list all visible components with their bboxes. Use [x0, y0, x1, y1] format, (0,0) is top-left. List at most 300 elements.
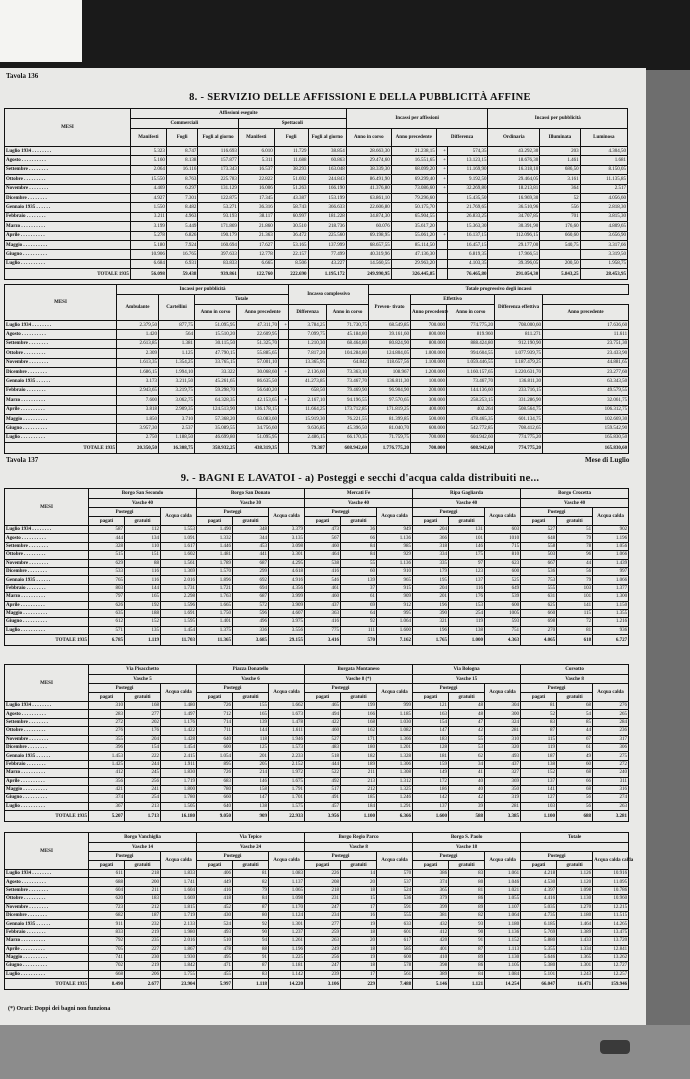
table-cell: 1.100.000 — [411, 358, 447, 367]
table-cell: 16.969,30 — [488, 193, 540, 202]
table-cell: 319 — [485, 794, 521, 802]
table-cell: 211 — [341, 769, 377, 777]
table-cell: 60.863 — [308, 156, 346, 165]
total-cell: 700.000 — [411, 443, 447, 454]
table-cell: 92 — [341, 618, 377, 626]
table-row — [5, 878, 629, 886]
month-label: Marzo . . . . . . . . . . — [5, 222, 131, 231]
table-cell: 336 — [233, 626, 269, 634]
table-cell: 218 — [125, 870, 161, 878]
table-cell: 14 — [341, 870, 377, 878]
col-anno-corso: Anno in corso — [447, 305, 495, 321]
table-cell: 1.994,10 — [159, 367, 195, 376]
table-cell: 200,50 — [540, 259, 580, 268]
table-cell: 16 — [341, 911, 377, 919]
table-cell: 1.334 — [557, 945, 593, 953]
table-cell: 45.396,50 — [327, 424, 369, 433]
table-cell: 2.136,60 — [289, 367, 327, 376]
table-cell: 69 — [341, 601, 377, 609]
table-cell: 17 — [341, 903, 377, 911]
col-acqua-calda: Acqua calda — [161, 684, 197, 702]
total-cell: 16.471 — [557, 979, 593, 990]
table-cell: 1.617 — [161, 542, 197, 550]
table-cell: 8.150,05 — [580, 165, 627, 174]
col-acqua-calda: Acqua calda — [377, 852, 413, 870]
col-gratuiti: gratuiti — [125, 693, 161, 702]
table-row — [5, 593, 629, 601]
table-cell: 1.830 — [161, 769, 197, 777]
table-cell: + — [436, 175, 447, 184]
table-cell: 86 — [449, 895, 485, 903]
location-name: Mercati Fe — [305, 489, 413, 499]
total-cell: 76.465,80 — [447, 269, 488, 280]
table-cell: 452 — [197, 903, 233, 911]
table-cell: 2.133 — [161, 920, 197, 928]
table-cell: 73.086,60 — [391, 184, 436, 193]
table-cell: 59.298,70 — [195, 386, 237, 395]
total-cell: 4.363 — [485, 635, 521, 646]
table-cell: 69.299,40 — [391, 175, 436, 184]
page-number: Tavola 136 — [6, 72, 39, 80]
scan-mark — [600, 1040, 630, 1054]
table-cell: 356 — [89, 777, 125, 785]
table-cell: 1.136 — [377, 559, 413, 567]
table-cell: 244.843 — [308, 175, 346, 184]
page-number: Tavola 137 — [6, 456, 39, 464]
table-cell: 100.000 — [411, 377, 447, 386]
table-cell: 1.602 — [161, 551, 197, 559]
table-cell: 163 — [413, 710, 449, 718]
table-cell: 233.716,15 — [495, 386, 543, 395]
table-cell: 997 — [593, 567, 629, 575]
table-cell: 995 — [377, 609, 413, 617]
table-row — [5, 970, 629, 978]
table-cell: 367 — [89, 802, 125, 810]
table-cell: 1.246 — [377, 794, 413, 802]
vasche-count: Vasche 30 — [197, 499, 305, 508]
table-cell: 106.312,75 — [543, 405, 629, 414]
table-cell: 1.833 — [161, 870, 197, 878]
table-cell: 39.161,60 — [369, 330, 411, 339]
table-cell: 42.153,65 — [237, 396, 279, 405]
table-cell: 15.435,50 — [447, 193, 488, 202]
table-cell: + — [279, 396, 289, 405]
table-cell: 235 — [125, 937, 161, 945]
table-cell: 190.179 — [198, 231, 238, 240]
table-cell: 1.312 — [377, 777, 413, 785]
table-cell: 1.815 — [161, 903, 197, 911]
table-cell: 1.125 — [159, 349, 195, 358]
table-cell: 281 — [485, 802, 521, 810]
table-cell: 158 — [233, 785, 269, 793]
month-label: Luglio . . . . . . . . . . — [5, 259, 131, 268]
table-cell: 464 — [305, 551, 341, 559]
table-cell: 63.083,60 — [237, 414, 279, 423]
table-cell: 81 — [233, 870, 269, 878]
table-cell: 79.296,60 — [391, 193, 436, 202]
table-cell: 432 — [413, 920, 449, 928]
table-cell: 34 — [449, 760, 485, 768]
table-cell: 300 — [485, 710, 521, 718]
table-cell: 600 — [377, 953, 413, 961]
table-cell: 166 — [341, 710, 377, 718]
table-cell: 660 — [197, 794, 233, 802]
table-row — [5, 743, 629, 751]
table-cell: 310 — [89, 702, 125, 710]
table-cell — [279, 405, 289, 414]
table-cell: 168 — [125, 702, 161, 710]
table-cell: 1.681 — [580, 156, 627, 165]
location-name: Borgo Vanchiglia — [89, 833, 197, 843]
table-cell: 538 — [305, 559, 341, 567]
total-row — [5, 269, 628, 280]
month-label: Gennaio 1935 . . . . . . — [5, 377, 117, 386]
table-cell: 1.553 — [161, 526, 197, 534]
table-cell: 819.960 — [447, 330, 495, 339]
col-posteggi: Posteggi — [197, 852, 269, 861]
table-cell: 1.381 — [159, 339, 195, 348]
table-cell: 3.199 — [130, 222, 166, 231]
month-label: Dicembre . . . . . . . . — [5, 567, 89, 575]
table-cell: 1.308 — [377, 769, 413, 777]
total-cell: 358.932,25 — [195, 443, 237, 454]
table-cell: 317 — [593, 735, 629, 743]
table-cell: 1.216 — [593, 618, 629, 626]
table-cell: 173.343 — [198, 165, 238, 174]
total-cell: 59.438 — [166, 269, 197, 280]
table-row — [5, 567, 629, 575]
table-cell: 51.095,95 — [195, 321, 237, 330]
table-cell: 49 — [557, 752, 593, 760]
table-row — [5, 584, 629, 592]
col-pagati: pagati — [197, 861, 233, 870]
month-label: Agosto . . . . . . . . . . — [5, 534, 89, 542]
table-cell: 116.693 — [198, 147, 238, 156]
table-cell: 8.138 — [166, 156, 197, 165]
table-row — [5, 147, 628, 156]
col-acqua-calda: Acqua calda — [377, 684, 413, 702]
table-cell: 369 — [485, 777, 521, 785]
col-gratuiti: gratuiti — [341, 861, 377, 870]
col-mesi: MESI — [5, 285, 117, 321]
table-cell: 8.482 — [166, 203, 197, 212]
table-cell: 211 — [125, 886, 161, 894]
table-cell: 629 — [89, 559, 125, 567]
table-cell: 833 — [89, 928, 125, 936]
table-cell: 495 — [197, 953, 233, 961]
month-label: Agosto . . . . . . . . . . — [5, 156, 131, 165]
table-cell: 204 — [413, 584, 449, 592]
month-label: Aprile . . . . . . . . . . — [5, 231, 131, 240]
table-cell: 79 — [557, 576, 593, 584]
table-row — [5, 534, 629, 542]
table-cell: 8.747 — [166, 147, 197, 156]
table-cell: 53 — [449, 743, 485, 751]
table-cell: 4.607 — [269, 609, 305, 617]
table-cell: 55 — [341, 559, 377, 567]
col-posteggi: Posteggi — [305, 508, 377, 517]
table-cell: 1.673 — [269, 710, 305, 718]
table-cell: 1.181 — [269, 962, 305, 970]
total-cell: 774.775,20 — [495, 443, 543, 454]
table-cell: 19 — [341, 953, 377, 961]
table-cell: 741 — [89, 953, 125, 961]
table-cell: 310 — [485, 735, 521, 743]
table-cell: 327 — [485, 769, 521, 777]
table-cell: 437 — [485, 760, 521, 768]
table-cell: 1.719 — [161, 777, 197, 785]
table-cell: 1.084 — [485, 970, 521, 978]
table-cell: 1.201 — [377, 743, 413, 751]
table-cell: 68.464,80 — [327, 339, 369, 348]
table-cell: 1.136 — [377, 534, 413, 542]
table-cell: 213 — [341, 777, 377, 785]
table-row — [5, 911, 629, 919]
group-spettacoli: Spettacoli — [238, 119, 346, 129]
table-cell: 38.854 — [308, 147, 346, 156]
col-mesi: MESI — [5, 665, 89, 702]
col-anno-precedente: Anno precedente — [391, 129, 436, 147]
table-cell: 540,75 — [540, 240, 580, 249]
table-cell: 94.196,55 — [327, 396, 369, 405]
col-posteggi: Posteggi — [305, 852, 377, 861]
table-cell: 494 — [305, 710, 341, 718]
table-cell: 1.611 — [269, 727, 305, 735]
table-row — [5, 203, 628, 212]
total-cell: 1.118 — [233, 979, 269, 990]
table-cell: 457 — [305, 802, 341, 810]
table-cell: 1.176 — [161, 718, 197, 726]
month-label: Novembre . . . . . . . . — [5, 903, 89, 911]
table-cell: 441 — [233, 551, 269, 559]
table-cell: 912.190,90 — [495, 339, 543, 348]
table-cell: 912 — [377, 601, 413, 609]
table-cell: 1.789 — [197, 559, 233, 567]
table-cell: 205 — [233, 760, 269, 768]
table-row — [5, 785, 629, 793]
table-cell: 1.225 — [269, 953, 305, 961]
col-gratuiti: gratuiti — [449, 861, 485, 870]
table-cell: 999 — [377, 702, 413, 710]
table-cell: 45.184,80 — [327, 330, 369, 339]
table-cell: 11.729 — [274, 147, 308, 156]
table-cell: 231 — [305, 895, 341, 903]
table-cell: + — [436, 231, 447, 240]
table-cell: 157.877 — [198, 156, 238, 165]
table-cell: 316 — [593, 785, 629, 793]
table-cell: 1.064 — [485, 911, 521, 919]
table-cell: 4.530 — [521, 878, 557, 886]
table-cell: 539 — [485, 593, 521, 601]
group-totale-progressivo: Totale progressivo degli incassi — [369, 285, 629, 295]
table-cell: 374 — [413, 878, 449, 886]
table-cell: 84 — [449, 970, 485, 978]
table-cell: 6.684 — [130, 259, 166, 268]
table-row — [5, 551, 629, 559]
month-label: Ottobre . . . . . . . . . — [5, 895, 89, 903]
table-cell: 455 — [197, 970, 233, 978]
table-cell: 2.298 — [161, 593, 197, 601]
table-row — [5, 601, 629, 609]
table-cell: 28.663,30 — [346, 147, 391, 156]
col-pagati: pagati — [89, 693, 125, 702]
table-cell: 254 — [125, 794, 161, 802]
col-posteggi: Posteggi — [197, 684, 269, 693]
table-cell: 125 — [233, 743, 269, 751]
table-cell: 6.931 — [166, 259, 197, 268]
col-anno-corso: Anno in corso — [346, 129, 391, 147]
col-acqua-calda: Acqua calda — [161, 508, 197, 526]
group-incassi-pubblicita: Incassi per pubblicità — [488, 109, 628, 129]
table-cell: 139 — [233, 718, 269, 726]
bagni-table-3 — [4, 832, 634, 990]
table-cell: 86.491,90 — [346, 175, 391, 184]
col-gratuiti: gratuiti — [449, 517, 485, 526]
table-cell: 29.474,60 — [346, 156, 391, 165]
table-cell: 1.946 — [269, 735, 305, 743]
table-row — [5, 752, 629, 760]
table-cell: 949 — [377, 526, 413, 534]
month-label: Luglio 1934 . . . . . . . . — [5, 321, 117, 330]
table-cell: 185 — [341, 794, 377, 802]
table-cell: 631 — [521, 593, 557, 601]
table-cell: 601 — [377, 928, 413, 936]
table-cell: 39 — [449, 802, 485, 810]
total-cell: 438.319,35 — [237, 443, 279, 454]
table-cell: 1.120 — [557, 878, 593, 886]
table-cell: 256 — [125, 777, 161, 785]
scan-edge — [640, 70, 690, 1025]
col-pagati: pagati — [197, 517, 233, 526]
table-cell: 8.763 — [166, 175, 197, 184]
table-cell: 1.575 — [269, 802, 305, 810]
table-cell: 1.098 — [269, 895, 305, 903]
table-cell: 227 — [125, 945, 161, 953]
table-cell: 7.817,20 — [289, 349, 327, 358]
table-cell: + — [436, 165, 447, 174]
table-cell: 183 — [125, 895, 161, 903]
table-cell: 587 — [89, 526, 125, 534]
location-name: Totale — [521, 833, 629, 843]
table-cell: 726 — [197, 769, 233, 777]
month-label: Gennaio 1935 . . . . . . — [5, 203, 131, 212]
table-cell: 335 — [413, 559, 449, 567]
total-cell: 16.180 — [161, 811, 197, 822]
table-cell: 593 — [485, 618, 521, 626]
table-cell: 276 — [89, 727, 125, 735]
table-cell: 236 — [593, 727, 629, 735]
table-cell: 81 — [521, 702, 557, 710]
col-posteggi: Posteggi — [413, 508, 485, 517]
table-cell: 214 — [233, 769, 269, 777]
table-cell: 2.152 — [269, 760, 305, 768]
col-anno-precedente: Anno precedente — [543, 305, 629, 321]
table-cell: 22.157 — [274, 250, 308, 259]
table-cell: 1.137 — [269, 878, 305, 886]
table-cell: 1.497 — [161, 710, 197, 718]
table-cell: 162 — [341, 727, 377, 735]
table-cell: 184 — [341, 802, 377, 810]
table-row — [5, 702, 629, 710]
table-cell: 626 — [89, 601, 125, 609]
table-cell: 1.596 — [161, 601, 197, 609]
table-row — [5, 377, 629, 386]
table-cell: 1.150 — [593, 601, 629, 609]
location-name: Corsotto — [521, 665, 629, 675]
col-posteggi: Posteggi — [305, 684, 377, 693]
location-name: Borgo S. Paolo — [413, 833, 521, 843]
table-cell: 11.095 — [593, 878, 629, 886]
table-cell: 17 — [341, 970, 377, 978]
table-cell: 87 — [233, 903, 269, 911]
table-cell: 437 — [305, 601, 341, 609]
table-cell: 11.135,85 — [580, 175, 627, 184]
table-cell: 751 — [485, 626, 521, 634]
table-cell: 68 — [557, 769, 593, 777]
table-cell: + — [279, 321, 289, 330]
table-cell: 493 — [485, 752, 521, 760]
table-cell: 65.904,55 — [391, 212, 436, 221]
table-cell: 12.727 — [593, 962, 629, 970]
total-cell: 122.760 — [238, 269, 274, 280]
table-cell: 4.618 — [269, 567, 305, 575]
table-cell: 16.765 — [166, 250, 197, 259]
table-row — [5, 618, 629, 626]
table-cell: 483 — [305, 743, 341, 751]
table-cell: 5.880 — [521, 937, 557, 945]
table-cell: 63.343,50 — [543, 377, 629, 386]
table-row — [5, 903, 629, 911]
table-cell: 97.570,65 — [369, 396, 411, 405]
table-cell: 34.707,85 — [488, 212, 540, 221]
table-cell: 154 — [413, 718, 449, 726]
table-cell: 47.311,70 — [237, 321, 279, 330]
table-cell: 1.091 — [161, 534, 197, 542]
month-label: Novembre . . . . . . . . — [5, 358, 117, 367]
month-label: Settembre . . . . . . . . — [5, 886, 89, 894]
table-cell: 89 — [449, 953, 485, 961]
table-cell: 715 — [485, 542, 521, 550]
table-cell: 460 — [305, 727, 341, 735]
col-fogli-giorno: Fogli al giorno — [198, 129, 238, 147]
table-cell: 321 — [413, 618, 449, 626]
table-cell: 9.192,50 — [447, 175, 488, 184]
table-cell: 700.000 — [411, 433, 447, 442]
table-cell: 895 — [197, 760, 233, 768]
table-cell: 1.613,35 — [117, 358, 159, 367]
table-cell: 888.424,80 — [447, 339, 495, 348]
table-cell: 1.741 — [161, 878, 197, 886]
table-cell: 1.180 — [485, 920, 521, 928]
table-cell: 7.924 — [166, 240, 197, 249]
table-cell: 471 — [197, 962, 233, 970]
table-cell: 15 — [341, 895, 377, 903]
total-cell: 1.100 — [341, 811, 377, 822]
table-cell: 116 — [449, 584, 485, 592]
group-commerciali: Commerciali — [130, 119, 238, 129]
table-cell: 3.909 — [269, 601, 305, 609]
total-cell: 20.350,50 — [117, 443, 159, 454]
total-cell: 5.997 — [197, 979, 233, 990]
table-row — [5, 184, 628, 193]
table-cell: 281 — [485, 727, 521, 735]
month-label: Marzo . . . . . . . . . . — [5, 593, 89, 601]
location-name: Borgata Montaneso — [305, 665, 413, 675]
total-cell: 326.445,85 — [391, 269, 436, 280]
table-cell: 112 — [125, 526, 161, 534]
col-mesi: MESI — [5, 489, 89, 526]
table-cell: 1.686,15 — [117, 367, 159, 376]
